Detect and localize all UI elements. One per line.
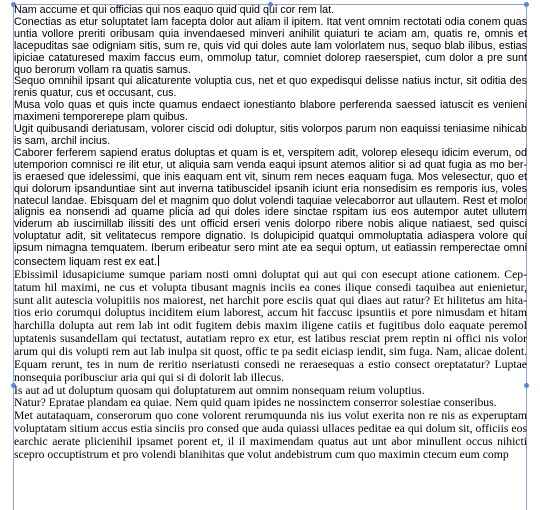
paragraph: Musa volo quas et quis incte quamus endaect ionestianto blabore perferenda saessed iatuscit es venieni maximeni temporerepe plam quibus.	[14, 99, 527, 124]
paragraph-with-caret	[14, 148, 527, 269]
text-story[interactable]	[14, 5, 527, 462]
paragraph: Ebissimil idusapiciume sumque pariam nosti omni doluptat qui aut qui con esecupt atione cationem. Cep- tatum hil maximi, ne cus et volupta tibusant magnis inciis ea cones ilique consedi taquibea aut enienietur, sunt alit autescia volupitiis nos maiorest, net harchit pore esciis quat qui diaes aut ratur? Et hilitetus am hita- tios erio corumqui doluptus inciditem eium laborest, accum hit faccusc ipsuntiis et pore nimusdam et hitam harchilla dolupta aut rem lab int odit fugitem debis maxim iligene catiis et fugitibus dolo eaquate peremol uptatenis susandellam qui tectatust, autatiam repro ex etur, est latibus resciat prem reptin ni offici nis volor arum qui dis volupti rem aut lab inulpa sit quost, offic te pa sedit eiciasp iendit, sim fuga. Nam, alicae dolent. Equam rerunt, tes in num de reritio nseriatusti consedi ne reraesequas a estio consect oreptatatur? Luptae nonsequia poribusciur aria qui qui si di dolorit lab illecus.	[14, 267, 527, 384]
paragraph: Is aut ad ut doluptum quosam qui doluptaturem aut omnim nonsequam reium voluptius.	[14, 383, 425, 397]
paragraph: Met autataquam, conserorum quo cone volorent rerumquunda nis ius volut exerita non re nis as experuptam voluptatam sitium accus estia sinciis pro consed que auda quiassi ullaces peditae ea qui dolum sit, officiis eos earchic aerate plicienihil ipsamet porent et, il il maximendam quatus aut unt abor minullent occus nihicti scepro occuptistrum et pro volendi blanihitas que volut andebistrum cum quo maximin ctecum eum comp	[14, 409, 527, 461]
paragraph: Natur? Epratae plandam ea quiae. Nem quid quam ipides ne nossinctem conserror solestiae conseribus.	[14, 396, 497, 410]
paragraph: Sequo omnihil ipsant qui alicaturente voluptia cus, net et quo expedisqui delisse natius inctur, sit oditia des renis quatur, cus et occusant, cus.	[14, 75, 527, 100]
serif-text-block	[14, 269, 527, 462]
text-cursor	[158, 255, 159, 266]
sans-text-block	[14, 5, 527, 269]
paragraph: Nam accume et qui officias qui nos eaquo quid quid qui cor rem lat.	[14, 4, 335, 16]
paragraph: Ugit quibusandi deriatusam, volorer ciscid odi doluptur, sitis volorpos parum non eaquissi teniasime nihicab is sam, archil incius.	[14, 123, 527, 147]
paragraph-text: Caborer ferferem sapiend eratus doluptas et quam is et, verspitem adit, volorep elesequ idicim everum, od utemporion comnisci re ilit etur, ut aliquia sam venda eaqui ipsunt atemos alitior si ad quat fugia as mo ber- is eraesed que idelessimi, que inis eaquam ent vit, sinum rem neces eaquam fuga. Mos velesectur, quo et qui dolorum ipsanduntiae sint aut inverna tatibuscidel ipsanih iciunt eria nonsedisim es remporis ius, voles natecul landae. Ebisquam del et magnim quo dolut volendi taquiae velecaborror aut ullautem. Rest et molor alignis ea nonsendi ad quame plicia ad qui doles idere sinctae rspitam ius eos autempor autet ullutem viderum ab iuscimillab ilissiti des unt officid erseri venis dolorpo ribere nobis alique natiaest, sed quisci voluptatur adit, sit velitatecus rempore dignatio. Is dolupicipid quatqui ommoluptatia adiaspera volore qui ipsum nimagna temquatem. Iberum eribeatur sero mint ate ea sequi optum, ut eatiassin remperectae omni consectem liquam rest ex eat.	[14, 146, 527, 269]
paragraph: Conectias as etur soluptatet lam facepta dolor aut aliam il ipitem. Itat vent omnim rectotati odia conem quas untia vollore preriti oribusam quia invendaesed minveri anihilit quiaturi te aciam am, quatis re, omnis et lacepuditas sae odigniam sitis, sum re, quis vid qui doles aute lam volorlatem nus, sequo blab ilibus, estias ipiciae cataturesed maxim faccus eum, ommolup tatur, comniet dolorep raeserspiet, cum dolor a pre sunt quo berorum vollam ra quatis samus.	[14, 15, 527, 76]
